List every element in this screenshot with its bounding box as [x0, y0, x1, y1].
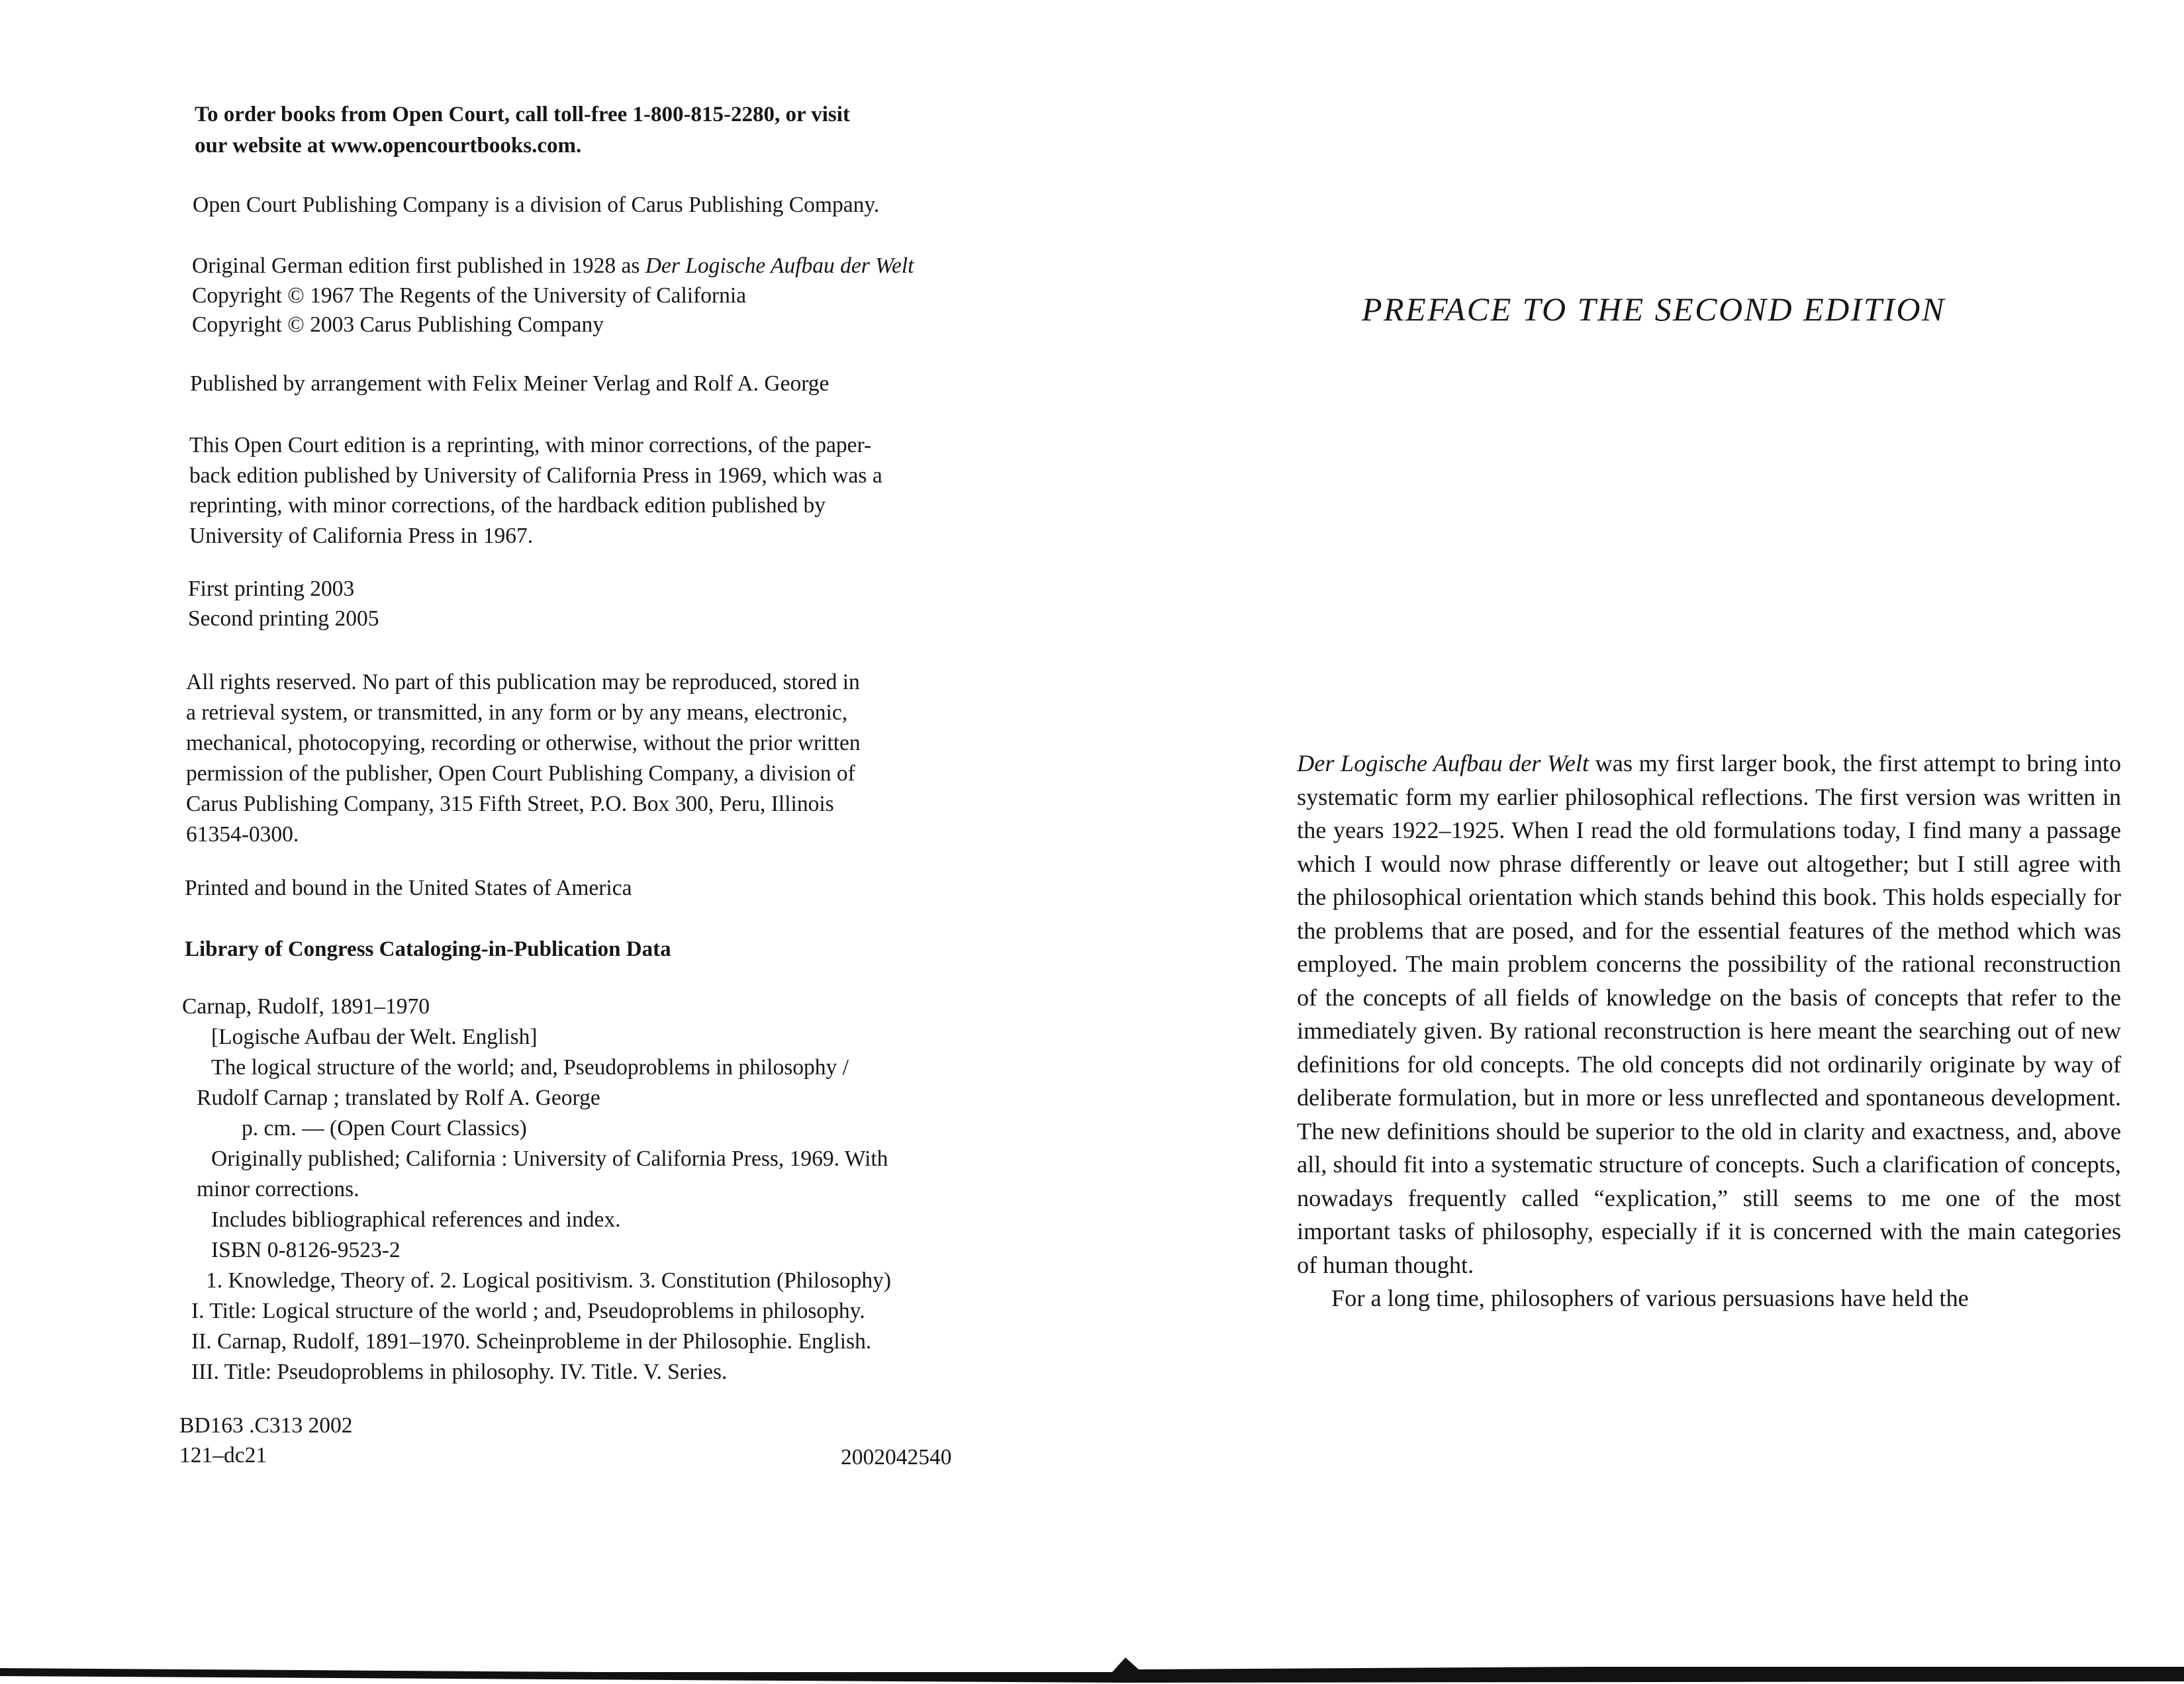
arrangement-text: Published by arrangement with Felix Meiner Verlag and Rolf A. George	[190, 371, 830, 396]
cip-line: Carnap, Rudolf, 1891–1970	[182, 994, 430, 1019]
rights-line: All rights reserved. No part of this publication may be reproduced, stored in	[186, 670, 860, 694]
original-edition-prefix: Original German edition first published in 1928 as	[192, 254, 645, 278]
cip-line: II. Carnap, Rudolf, 1891–1970. Scheinprobleme in der Philosophie. English.	[191, 1329, 872, 1354]
rights-line: a retrieval system, or transmitted, in any form or by any means, electronic,	[186, 700, 848, 725]
division-text: Open Court Publishing Company is a division of Carus Publishing Company.	[193, 193, 880, 217]
rights-line: mechanical, photocopying, recording or otherwise, without the prior written	[186, 731, 861, 755]
rights-line: permission of the publisher, Open Court Publishing Company, a division of	[186, 761, 855, 786]
printing-history	[188, 575, 379, 633]
reprint-line: This Open Court edition is a reprinting, with minor corrections, of the paper-	[189, 433, 872, 457]
copyright-line-1: Copyright © 1967 The Regents of the University of California	[192, 283, 747, 308]
cip-line: minor corrections.	[197, 1177, 359, 1201]
page-title: PREFACE TO THE SECOND EDITION	[1362, 291, 1946, 328]
cip-line: I. Title: Logical structure of the world ; and, Pseudoproblems in philosophy.	[191, 1299, 865, 1323]
lccn	[841, 1443, 952, 1473]
dewey-number: 121–dc21	[179, 1442, 267, 1468]
preface-body	[1297, 747, 2121, 1315]
cip-line: Rudolf Carnap ; translated by Rolf A. George	[197, 1086, 600, 1110]
reprint-line: back edition published by University of California Press in 1969, which was a	[189, 463, 882, 488]
preface-paragraph-1	[1297, 747, 2121, 1282]
reprint-line: reprinting, with minor corrections, of the hardback edition published by	[189, 493, 826, 518]
preface-page	[1092, 0, 2184, 1684]
printed-note	[185, 874, 632, 904]
cip-heading	[185, 935, 671, 964]
rights-line: 61354-0300.	[186, 822, 299, 847]
call-number: BD163 .C313 2002	[179, 1413, 353, 1438]
order-line-2: our website at www.opencourtbooks.com.	[195, 134, 582, 158]
order-info	[195, 99, 850, 162]
order-line-1: To order books from Open Court, call toll-free 1-800-815-2280, or visit	[195, 103, 850, 126]
rights-notice	[186, 667, 861, 850]
edition-copyright	[192, 252, 914, 340]
cip-heading-text: Library of Congress Cataloging-in-Publication Data	[185, 937, 671, 961]
cip-line: p. cm. — (Open Court Classics)	[242, 1116, 527, 1141]
rights-line: Carus Publishing Company, 315 Fifth Street, P.O. Box 300, Peru, Illinois	[186, 792, 834, 816]
reprint-note	[189, 430, 882, 551]
cip-line: Includes bibliographical references and index.	[211, 1207, 621, 1232]
cip-line: The logical structure of the world; and, Pseudoproblems in philosophy /	[211, 1055, 849, 1080]
printing-line: Second printing 2005	[188, 606, 379, 631]
printed-text: Printed and bound in the United States of America	[185, 876, 632, 900]
arrangement-note	[190, 369, 829, 399]
book-title: Der Logische Aufbau der Welt	[1297, 750, 1590, 776]
original-edition-title: Der Logische Aufbau der Welt	[645, 254, 914, 278]
cip-block	[182, 992, 891, 1387]
printing-line: First printing 2003	[188, 577, 355, 601]
paragraph-1-text: was my first larger book, the first attempt to bring into systematic form my earlier philosophical reflections. The first version was written in the years 1922–1925. When I read the old formulations today, I find many a passage which I would now phrase differently or leave out altogether; but I still agree with the philosophical orientation which stands behind this book. This holds especially for the problems that are posed, and for the essential features of the method which was employed. The main problem concerns the possibility of the rational reconstruction of the concepts of all fields of knowledge on the basis of concepts that refer to the immediately given. By rational reconstruction is here meant the searching out of new definitions for old concepts. The old concepts did not ordinarily originate by way of deliberate formulation, but in more or less unreflected and spontaneous development. The new definitions should be superior to the old in clarity and exactness, and, above all, should fit into a systematic structure of concepts. Such a clarification of concepts, nowadays frequently called “explication,” still seems to me one of the most important tasks of philosophy, especially if it is concerned with the main categories of human thought.	[1297, 750, 2121, 1278]
original-edition-line	[192, 252, 914, 281]
cip-line: [Logische Aufbau der Welt. English]	[211, 1025, 538, 1049]
lccn-number: 2002042540	[841, 1445, 952, 1470]
division-note	[193, 191, 879, 220]
scan-edge	[0, 1652, 2184, 1684]
cip-line: III. Title: Pseudoproblems in philosophy. IV. Title. V. Series.	[191, 1360, 728, 1384]
reprint-line: University of California Press in 1967.	[189, 523, 534, 548]
cip-line: 1. Knowledge, Theory of. 2. Logical positivism. 3. Constitution (Philosophy)	[206, 1268, 892, 1293]
preface-paragraph-2: For a long time, philosophers of various persuasions have held the	[1331, 1285, 1969, 1311]
copyright-line-2: Copyright © 2003 Carus Publishing Company	[192, 312, 604, 337]
cip-line: ISBN 0-8126-9523-2	[211, 1238, 401, 1262]
cip-line: Originally published; California : University of California Press, 1969. With	[211, 1146, 888, 1171]
classification-numbers	[179, 1411, 353, 1470]
